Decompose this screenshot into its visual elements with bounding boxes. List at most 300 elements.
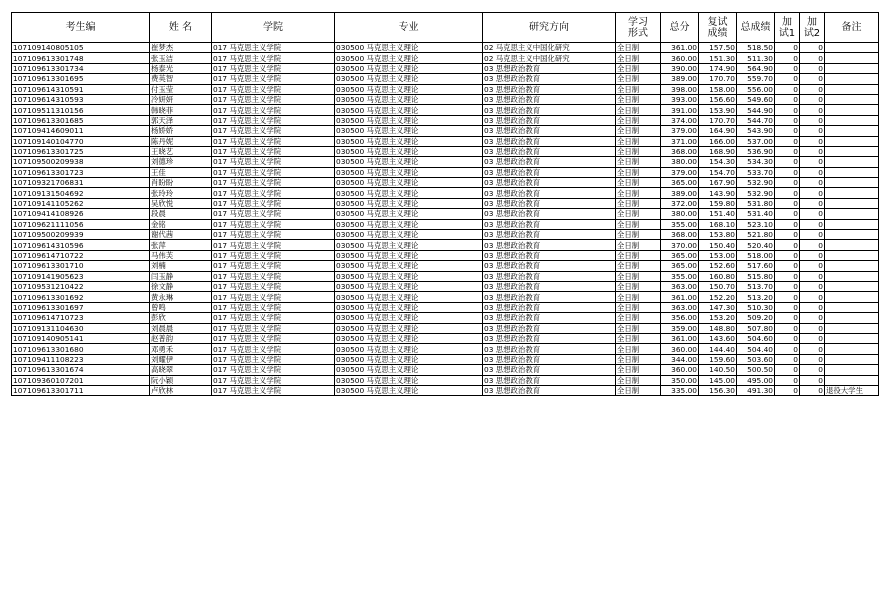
cell-note [825, 84, 879, 94]
cell-bonus1: 0 [775, 188, 800, 198]
cell-retest: 156.60 [699, 94, 737, 104]
table-row [12, 365, 879, 375]
cell-direction: 03 思想政治教育 [483, 157, 616, 167]
cell-direction: 03 思想政治教育 [483, 198, 616, 208]
cell-major: 030500 马克思主义理论 [335, 344, 483, 354]
table-row [12, 167, 879, 177]
cell-major: 030500 马克思主义理论 [335, 167, 483, 177]
cell-exam-id: 107109531210422 [12, 281, 150, 291]
cell-total: 355.00 [661, 219, 699, 229]
cell-study-form: 全日制 [616, 271, 661, 281]
cell-final: 533.70 [737, 167, 775, 177]
cell-note [825, 94, 879, 104]
table-row [12, 63, 879, 73]
cell-bonus2: 0 [800, 271, 825, 281]
header-direction: 研究方向 [483, 13, 616, 43]
cell-total: 389.00 [661, 188, 699, 198]
cell-note [825, 43, 879, 53]
cell-total: 360.00 [661, 53, 699, 63]
table-row [12, 344, 879, 354]
cell-bonus1: 0 [775, 240, 800, 250]
cell-major: 030500 马克思主义理论 [335, 375, 483, 385]
header-bonus1-line2: 试1 [778, 27, 796, 39]
cell-final: 536.90 [737, 146, 775, 156]
cell-final: 517.60 [737, 261, 775, 271]
cell-bonus1: 0 [775, 313, 800, 323]
cell-bonus2: 0 [800, 94, 825, 104]
cell-total: 370.00 [661, 240, 699, 250]
cell-exam-id: 107109613301723 [12, 167, 150, 177]
cell-retest: 154.70 [699, 167, 737, 177]
cell-note [825, 250, 879, 260]
cell-name: 闫玉静 [150, 271, 212, 281]
cell-major: 030500 马克思主义理论 [335, 157, 483, 167]
cell-direction: 03 思想政治教育 [483, 261, 616, 271]
cell-name: 肖盼盼 [150, 178, 212, 188]
cell-total: 379.00 [661, 126, 699, 136]
header-total: 总分 [661, 13, 699, 43]
table-row [12, 178, 879, 188]
cell-final: 532.90 [737, 178, 775, 188]
cell-bonus1: 0 [775, 115, 800, 125]
cell-bonus2: 0 [800, 375, 825, 385]
cell-name: 赵普韵 [150, 333, 212, 343]
cell-major: 030500 马克思主义理论 [335, 84, 483, 94]
cell-name: 张萍 [150, 240, 212, 250]
header-exam-id: 考生编 [12, 13, 150, 43]
cell-bonus1: 0 [775, 74, 800, 84]
cell-total: 371.00 [661, 136, 699, 146]
cell-study-form: 全日制 [616, 219, 661, 229]
cell-name: 吴欣悦 [150, 198, 212, 208]
header-bonus1 [775, 13, 800, 43]
cell-college: 017 马克思主义学院 [212, 313, 335, 323]
table-row [12, 354, 879, 364]
cell-total: 363.00 [661, 281, 699, 291]
cell-college: 017 马克思主义学院 [212, 209, 335, 219]
cell-note [825, 281, 879, 291]
cell-exam-id: 107109414609011 [12, 126, 150, 136]
cell-final: 544.90 [737, 105, 775, 115]
cell-college: 017 马克思主义学院 [212, 53, 335, 63]
cell-direction: 02 马克思主义中国化研究 [483, 53, 616, 63]
cell-name: 王佳 [150, 167, 212, 177]
cell-name: 卢欣林 [150, 385, 212, 395]
cell-note [825, 302, 879, 312]
cell-final: 564.90 [737, 63, 775, 73]
cell-bonus1: 0 [775, 344, 800, 354]
cell-name: 付玉莹 [150, 84, 212, 94]
cell-bonus1: 0 [775, 219, 800, 229]
cell-college: 017 马克思主义学院 [212, 219, 335, 229]
cell-college: 017 马克思主义学院 [212, 188, 335, 198]
cell-retest: 153.90 [699, 105, 737, 115]
cell-note [825, 375, 879, 385]
cell-bonus1: 0 [775, 126, 800, 136]
cell-retest: 164.90 [699, 126, 737, 136]
cell-retest: 160.80 [699, 271, 737, 281]
cell-college: 017 马克思主义学院 [212, 292, 335, 302]
cell-note [825, 136, 879, 146]
cell-college: 017 马克思主义学院 [212, 261, 335, 271]
cell-study-form: 全日制 [616, 136, 661, 146]
cell-direction: 03 思想政治教育 [483, 354, 616, 364]
cell-major: 030500 马克思主义理论 [335, 365, 483, 375]
cell-exam-id: 107109131504692 [12, 188, 150, 198]
cell-name: 金铭 [150, 219, 212, 229]
cell-college: 017 马克思主义学院 [212, 354, 335, 364]
cell-note [825, 354, 879, 364]
cell-note [825, 333, 879, 343]
cell-direction: 03 思想政治教育 [483, 94, 616, 104]
cell-final: 531.40 [737, 209, 775, 219]
cell-direction: 03 思想政治教育 [483, 302, 616, 312]
cell-total: 335.00 [661, 385, 699, 395]
cell-name: 高晓翠 [150, 365, 212, 375]
cell-final: 515.80 [737, 271, 775, 281]
cell-major: 030500 马克思主义理论 [335, 63, 483, 73]
cell-college: 017 马克思主义学院 [212, 115, 335, 125]
cell-name: 谢代茜 [150, 230, 212, 240]
header-final: 总成绩 [737, 13, 775, 43]
cell-major: 030500 马克思主义理论 [335, 354, 483, 364]
cell-bonus2: 0 [800, 209, 825, 219]
cell-bonus1: 0 [775, 261, 800, 271]
cell-college: 017 马克思主义学院 [212, 365, 335, 375]
cell-note [825, 53, 879, 63]
cell-bonus2: 0 [800, 333, 825, 343]
cell-study-form: 全日制 [616, 281, 661, 291]
table-row [12, 157, 879, 167]
cell-retest: 152.60 [699, 261, 737, 271]
table-row [12, 74, 879, 84]
cell-direction: 03 思想政治教育 [483, 365, 616, 375]
cell-direction: 03 思想政治教育 [483, 333, 616, 343]
cell-major: 030500 马克思主义理论 [335, 43, 483, 53]
cell-bonus2: 0 [800, 292, 825, 302]
cell-retest: 144.40 [699, 344, 737, 354]
cell-major: 030500 马克思主义理论 [335, 74, 483, 84]
cell-direction: 03 思想政治教育 [483, 292, 616, 302]
cell-retest: 150.40 [699, 240, 737, 250]
cell-name: 杨娇娇 [150, 126, 212, 136]
cell-major: 030500 马克思主义理论 [335, 333, 483, 343]
cell-final: 532.90 [737, 188, 775, 198]
cell-final: 510.30 [737, 302, 775, 312]
cell-bonus2: 0 [800, 385, 825, 395]
cell-retest: 145.00 [699, 375, 737, 385]
cell-name: 阮小颖 [150, 375, 212, 385]
cell-bonus1: 0 [775, 375, 800, 385]
cell-retest: 153.80 [699, 230, 737, 240]
cell-study-form: 全日制 [616, 209, 661, 219]
cell-final: 544.70 [737, 115, 775, 125]
cell-bonus1: 0 [775, 53, 800, 63]
cell-college: 017 马克思主义学院 [212, 323, 335, 333]
cell-study-form: 全日制 [616, 178, 661, 188]
cell-final: 549.60 [737, 94, 775, 104]
cell-final: 523.10 [737, 219, 775, 229]
cell-bonus1: 0 [775, 333, 800, 343]
cell-bonus1: 0 [775, 136, 800, 146]
cell-bonus1: 0 [775, 354, 800, 364]
cell-name: 韩晓菲 [150, 105, 212, 115]
cell-note [825, 178, 879, 188]
cell-retest: 140.50 [699, 365, 737, 375]
cell-college: 017 马克思主义学院 [212, 136, 335, 146]
cell-major: 030500 马克思主义理论 [335, 188, 483, 198]
table-row [12, 292, 879, 302]
cell-final: 491.30 [737, 385, 775, 395]
cell-note [825, 188, 879, 198]
cell-college: 017 马克思主义学院 [212, 157, 335, 167]
cell-total: 372.00 [661, 198, 699, 208]
cell-exam-id: 107109614710723 [12, 313, 150, 323]
cell-exam-id: 107109411108223 [12, 354, 150, 364]
cell-note [825, 219, 879, 229]
cell-name: 段晨 [150, 209, 212, 219]
cell-total: 393.00 [661, 94, 699, 104]
cell-note [825, 344, 879, 354]
cell-college: 017 马克思主义学院 [212, 94, 335, 104]
cell-exam-id: 107109414108926 [12, 209, 150, 219]
cell-bonus2: 0 [800, 74, 825, 84]
cell-exam-id: 107109613301697 [12, 302, 150, 312]
cell-college: 017 马克思主义学院 [212, 126, 335, 136]
cell-exam-id: 107109613301695 [12, 74, 150, 84]
cell-bonus2: 0 [800, 230, 825, 240]
cell-major: 030500 马克思主义理论 [335, 281, 483, 291]
header-retest [699, 13, 737, 43]
table-body [12, 43, 879, 396]
cell-study-form: 全日制 [616, 84, 661, 94]
cell-college: 017 马克思主义学院 [212, 240, 335, 250]
cell-note [825, 365, 879, 375]
cell-bonus2: 0 [800, 188, 825, 198]
cell-retest: 157.50 [699, 43, 737, 53]
cell-major: 030500 马克思主义理论 [335, 240, 483, 250]
cell-bonus2: 0 [800, 146, 825, 156]
cell-direction: 03 思想政治教育 [483, 84, 616, 94]
table-row [12, 385, 879, 395]
cell-total: 360.00 [661, 365, 699, 375]
cell-bonus1: 0 [775, 292, 800, 302]
cell-final: 531.80 [737, 198, 775, 208]
cell-bonus2: 0 [800, 261, 825, 271]
cell-direction: 03 思想政治教育 [483, 178, 616, 188]
cell-bonus2: 0 [800, 281, 825, 291]
cell-study-form: 全日制 [616, 313, 661, 323]
cell-retest: 152.20 [699, 292, 737, 302]
cell-note [825, 261, 879, 271]
cell-bonus2: 0 [800, 43, 825, 53]
cell-major: 030500 马克思主义理论 [335, 250, 483, 260]
cell-exam-id: 107109321706831 [12, 178, 150, 188]
cell-bonus2: 0 [800, 157, 825, 167]
cell-college: 017 马克思主义学院 [212, 230, 335, 240]
cell-bonus2: 0 [800, 250, 825, 260]
cell-note [825, 240, 879, 250]
cell-name: 黄永琳 [150, 292, 212, 302]
cell-bonus1: 0 [775, 167, 800, 177]
table-row [12, 302, 879, 312]
header-bonus2-line1: 加 [807, 16, 817, 28]
cell-major: 030500 马克思主义理论 [335, 115, 483, 125]
cell-note [825, 198, 879, 208]
cell-final: 543.90 [737, 126, 775, 136]
cell-major: 030500 马克思主义理论 [335, 323, 483, 333]
cell-exam-id: 107109613301725 [12, 146, 150, 156]
cell-retest: 158.00 [699, 84, 737, 94]
cell-total: 361.00 [661, 292, 699, 302]
cell-total: 398.00 [661, 84, 699, 94]
cell-exam-id: 107109613301734 [12, 63, 150, 73]
cell-major: 030500 马克思主义理论 [335, 385, 483, 395]
cell-college: 017 马克思主义学院 [212, 74, 335, 84]
cell-major: 030500 马克思主义理论 [335, 94, 483, 104]
cell-name: 张玲玲 [150, 188, 212, 198]
cell-major: 030500 马克思主义理论 [335, 292, 483, 302]
cell-final: 500.50 [737, 365, 775, 375]
cell-study-form: 全日制 [616, 157, 661, 167]
cell-bonus2: 0 [800, 115, 825, 125]
cell-exam-id: 107109613301711 [12, 385, 150, 395]
table-row [12, 84, 879, 94]
cell-study-form: 全日制 [616, 146, 661, 156]
cell-bonus1: 0 [775, 43, 800, 53]
cell-college: 017 马克思主义学院 [212, 84, 335, 94]
cell-major: 030500 马克思主义理论 [335, 230, 483, 240]
header-study-form-line2: 形式 [628, 27, 648, 39]
cell-retest: 147.30 [699, 302, 737, 312]
cell-name: 彭欣 [150, 313, 212, 323]
cell-retest: 151.40 [699, 209, 737, 219]
cell-retest: 148.80 [699, 323, 737, 333]
cell-exam-id: 107109613301692 [12, 292, 150, 302]
cell-college: 017 马克思主义学院 [212, 198, 335, 208]
table-row [12, 188, 879, 198]
cell-name: 陈丹妮 [150, 136, 212, 146]
cell-bonus2: 0 [800, 354, 825, 364]
cell-exam-id: 107109613301685 [12, 115, 150, 125]
cell-major: 030500 马克思主义理论 [335, 209, 483, 219]
cell-direction: 03 思想政治教育 [483, 167, 616, 177]
cell-total: 363.00 [661, 302, 699, 312]
cell-exam-id: 107109500209938 [12, 157, 150, 167]
table-row [12, 313, 879, 323]
cell-note [825, 209, 879, 219]
admission-score-table [11, 12, 879, 396]
cell-major: 030500 马克思主义理论 [335, 198, 483, 208]
header-retest-line1: 复试 [707, 16, 728, 28]
cell-college: 017 马克思主义学院 [212, 178, 335, 188]
table-row [12, 115, 879, 125]
cell-note [825, 323, 879, 333]
cell-final: 537.00 [737, 136, 775, 146]
cell-retest: 168.90 [699, 146, 737, 156]
cell-college: 017 马克思主义学院 [212, 344, 335, 354]
cell-bonus1: 0 [775, 230, 800, 240]
cell-exam-id: 107109613301680 [12, 344, 150, 354]
cell-college: 017 马克思主义学院 [212, 250, 335, 260]
cell-name: 刘晨晨 [150, 323, 212, 333]
cell-direction: 03 思想政治教育 [483, 230, 616, 240]
cell-retest: 174.90 [699, 63, 737, 73]
cell-name: 崔梦杰 [150, 43, 212, 53]
cell-name: 马伟芙 [150, 250, 212, 260]
table-row [12, 281, 879, 291]
cell-direction: 03 思想政治教育 [483, 240, 616, 250]
cell-bonus1: 0 [775, 250, 800, 260]
cell-note [825, 271, 879, 281]
cell-name: 费英智 [150, 74, 212, 84]
cell-direction: 03 思想政治教育 [483, 136, 616, 146]
cell-note [825, 157, 879, 167]
cell-college: 017 马克思主义学院 [212, 146, 335, 156]
table-row [12, 105, 879, 115]
cell-exam-id: 107109131104630 [12, 323, 150, 333]
cell-bonus1: 0 [775, 178, 800, 188]
cell-direction: 03 思想政治教育 [483, 74, 616, 84]
header-bonus2 [800, 13, 825, 43]
cell-retest: 143.60 [699, 333, 737, 343]
table-row [12, 250, 879, 260]
header-bonus2-line2: 试2 [803, 27, 821, 39]
cell-total: 365.00 [661, 250, 699, 260]
cell-retest: 156.30 [699, 385, 737, 395]
cell-retest: 153.00 [699, 250, 737, 260]
cell-direction: 03 思想政治教育 [483, 271, 616, 281]
table-row [12, 219, 879, 229]
cell-major: 030500 马克思主义理论 [335, 126, 483, 136]
cell-major: 030500 马克思主义理论 [335, 53, 483, 63]
cell-study-form: 全日制 [616, 53, 661, 63]
header-study-form-line1: 学习 [628, 16, 648, 28]
cell-retest: 159.80 [699, 198, 737, 208]
cell-name: 刘耀伊 [150, 354, 212, 364]
table-row [12, 230, 879, 240]
cell-final: 503.60 [737, 354, 775, 364]
cell-total: 368.00 [661, 230, 699, 240]
cell-study-form: 全日制 [616, 240, 661, 250]
cell-exam-id: 107109140104770 [12, 136, 150, 146]
cell-major: 030500 马克思主义理论 [335, 105, 483, 115]
cell-bonus2: 0 [800, 219, 825, 229]
cell-college: 017 马克思主义学院 [212, 333, 335, 343]
table-row [12, 375, 879, 385]
cell-college: 017 马克思主义学院 [212, 385, 335, 395]
cell-bonus1: 0 [775, 271, 800, 281]
cell-bonus1: 0 [775, 94, 800, 104]
cell-final: 556.00 [737, 84, 775, 94]
header-study-form [616, 13, 661, 43]
table-row [12, 333, 879, 343]
cell-major: 030500 马克思主义理论 [335, 136, 483, 146]
cell-direction: 03 思想政治教育 [483, 146, 616, 156]
cell-name: 刘楠 [150, 261, 212, 271]
cell-retest: 170.70 [699, 74, 737, 84]
table-row [12, 209, 879, 219]
cell-bonus1: 0 [775, 157, 800, 167]
cell-college: 017 马克思主义学院 [212, 167, 335, 177]
cell-retest: 168.10 [699, 219, 737, 229]
cell-direction: 02 马克思主义中国化研究 [483, 43, 616, 53]
cell-final: 504.60 [737, 333, 775, 343]
cell-final: 520.40 [737, 240, 775, 250]
cell-total: 365.00 [661, 178, 699, 188]
cell-study-form: 全日制 [616, 250, 661, 260]
cell-direction: 03 思想政治教育 [483, 126, 616, 136]
